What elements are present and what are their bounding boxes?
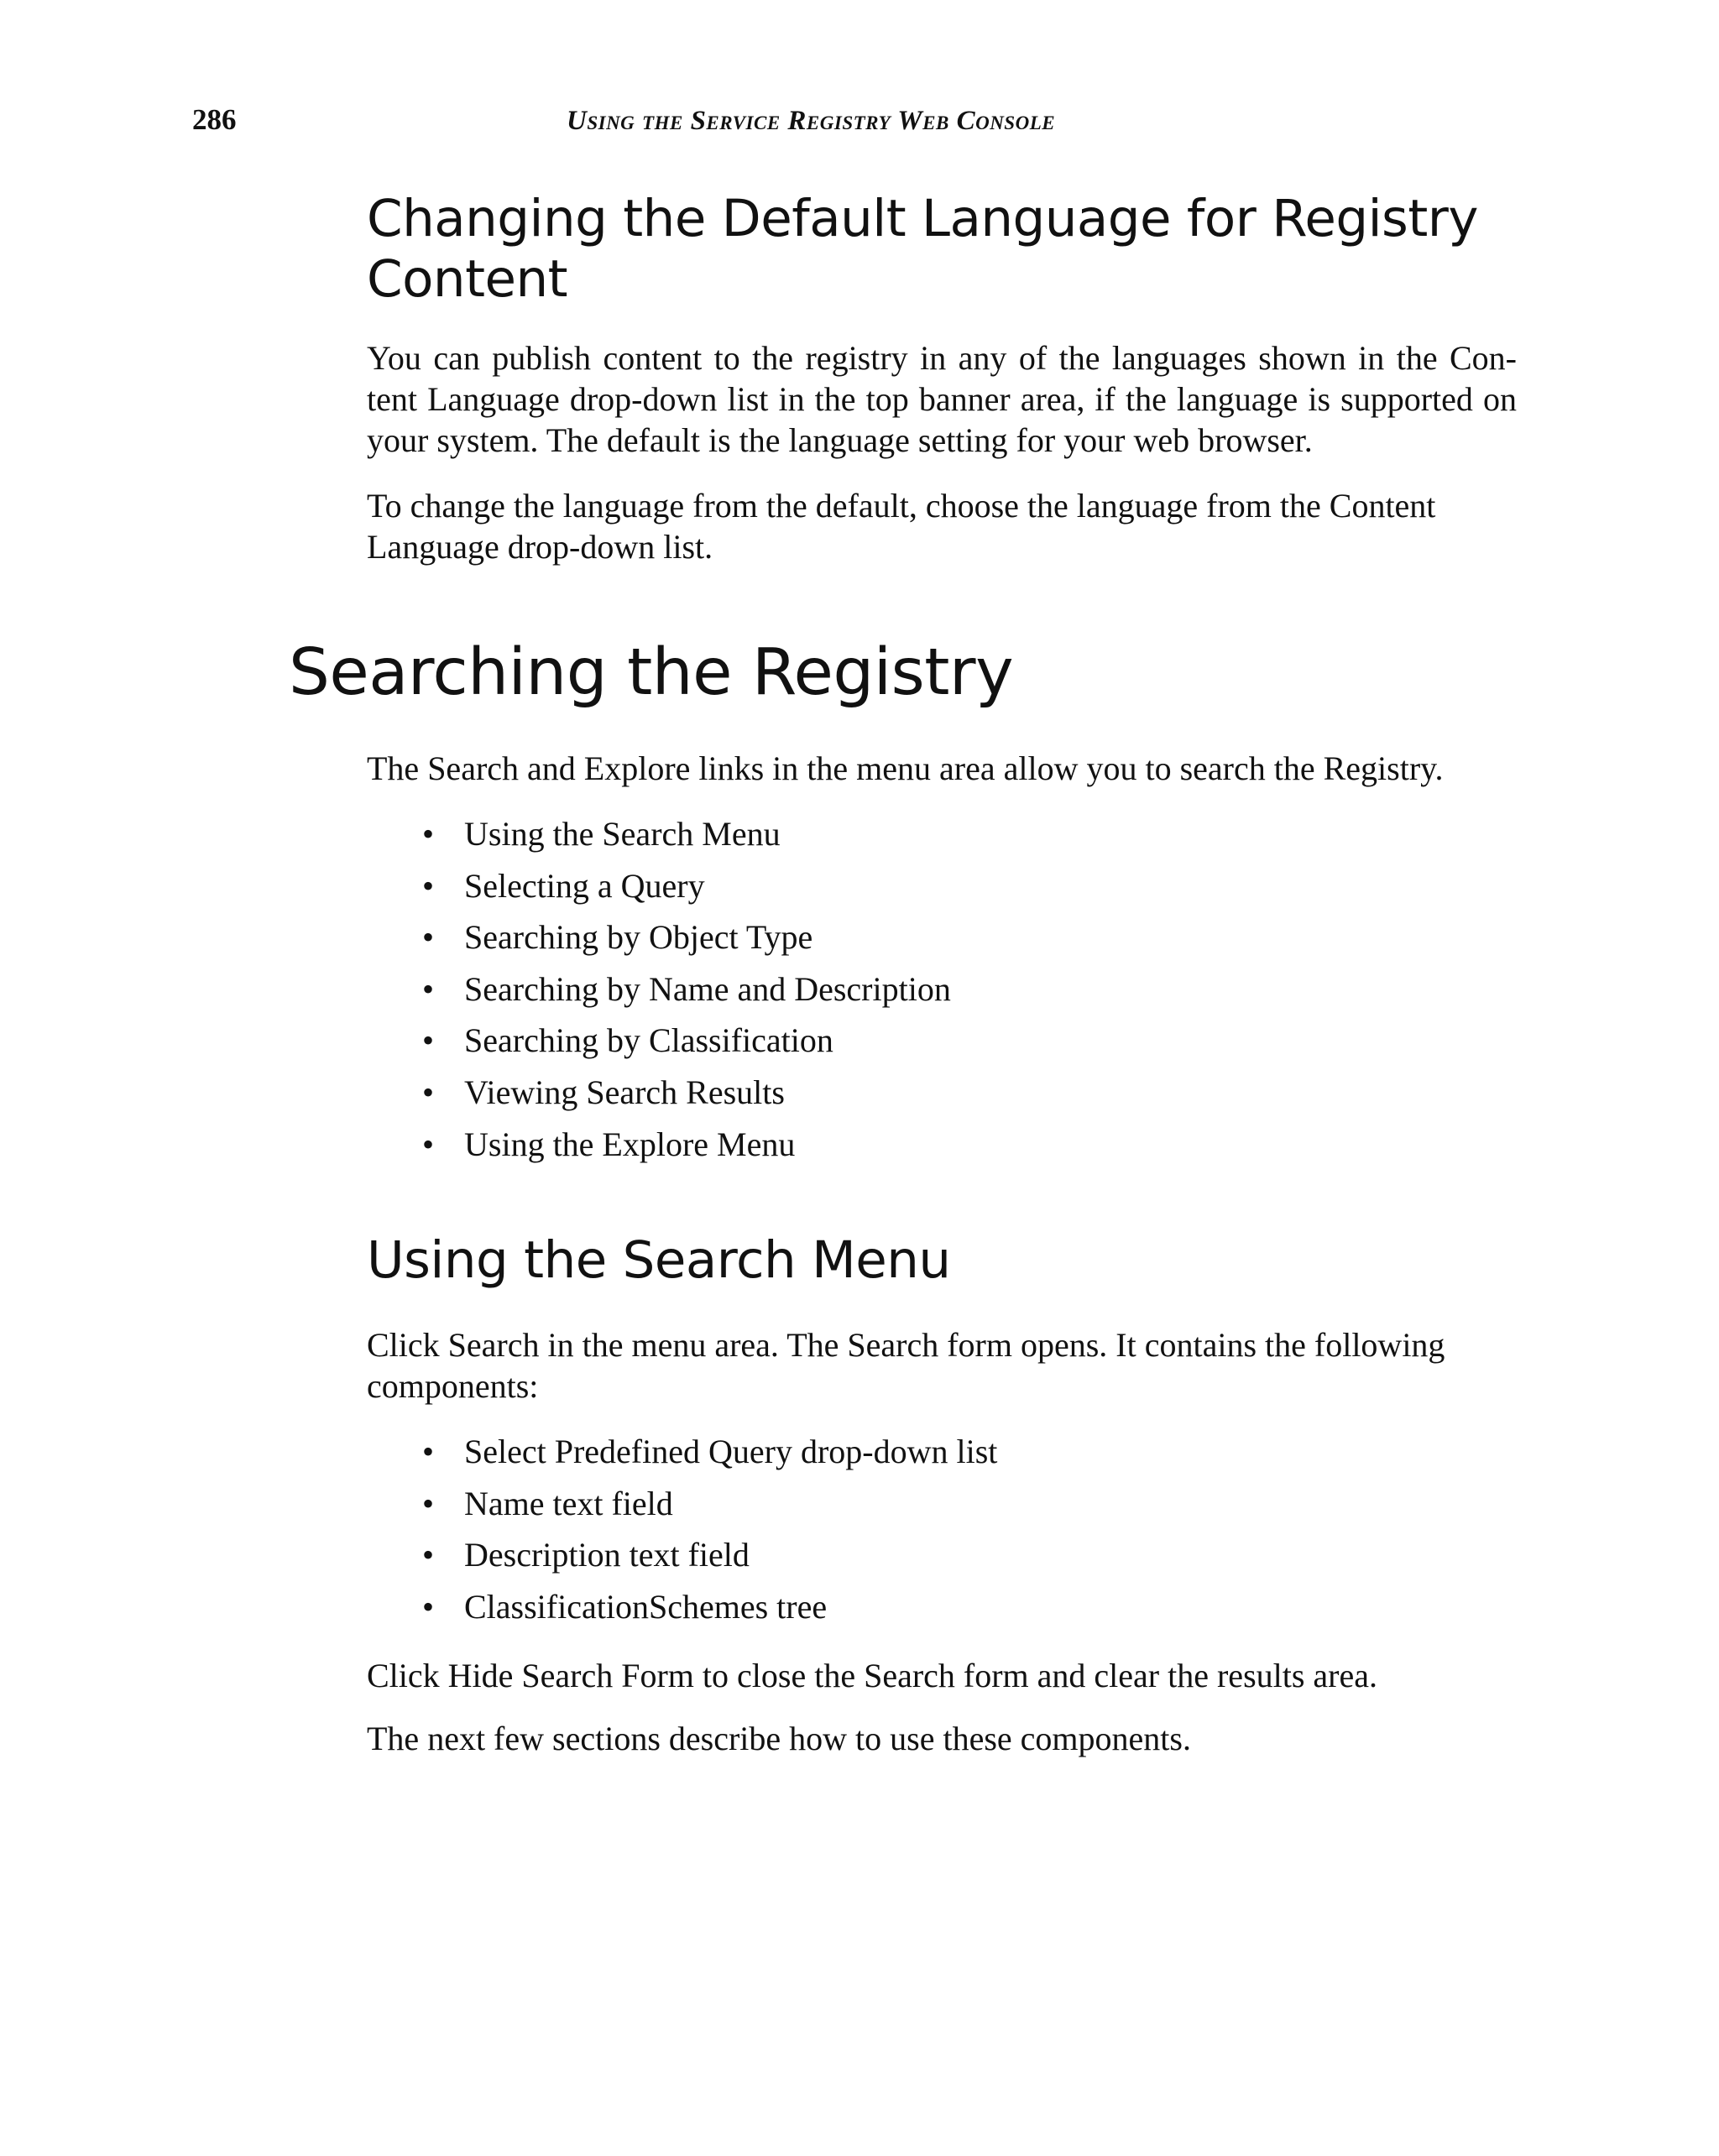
heading-default-language: Changing the Default Language for Registry Content: [367, 189, 1478, 309]
list-item: [367, 1581, 1517, 1633]
bullet-glyph: •: [422, 1587, 435, 1626]
heading-using-search-menu: Using the Search Menu: [367, 1230, 951, 1290]
bullet-glyph: •: [422, 918, 435, 957]
list-item: [367, 1478, 1517, 1530]
paragraph-change-language: To change the language from the default, choose the language from the Content Language drop-down list.: [367, 487, 1436, 566]
bullet-glyph: •: [422, 866, 435, 905]
bullet-glyph: •: [422, 1073, 435, 1111]
paragraph-next-sections: The next few sections describe how to use these components.: [367, 1720, 1191, 1757]
bullet-glyph: •: [422, 969, 435, 1008]
list-item-text: Select Predefined Query drop-down list: [464, 1433, 998, 1470]
bullet-glyph: •: [422, 1125, 435, 1163]
bullet-glyph: •: [422, 1021, 435, 1060]
bullet-glyph: •: [422, 1433, 435, 1470]
list-item: [367, 1067, 1517, 1119]
list-item: [367, 1015, 1517, 1067]
list-item-text: Using the Search Menu: [464, 815, 781, 853]
list-item-text: Using the Explore Menu: [464, 1125, 796, 1163]
list-item: [367, 860, 1517, 912]
list-item: [367, 963, 1517, 1015]
list-item-text: Selecting a Query: [464, 866, 705, 905]
list-item-text: Searching by Classification: [464, 1021, 833, 1060]
paragraph-search-menu-intro: Click Search in the menu area. The Search form opens. It contains the following components:: [367, 1326, 1445, 1405]
searching-topics-list: [367, 808, 1517, 1170]
list-item-text: ClassificationSchemes tree: [464, 1587, 828, 1626]
bullet-glyph: •: [422, 1536, 435, 1574]
paragraph-search-intro: The Search and Explore links in the menu area allow you to search the Registry.: [367, 749, 1444, 787]
list-item-text: Description text field: [464, 1536, 750, 1574]
running-header: [192, 99, 1514, 141]
list-item: [367, 1426, 1517, 1478]
paragraph-hide-search-form: Click Hide Search Form to close the Search form and clear the results area.: [367, 1657, 1378, 1694]
running-title: Using the Service Registry Web Console: [567, 106, 1056, 136]
list-item: [367, 1529, 1517, 1581]
search-components-list: [367, 1426, 1517, 1632]
list-item-text: Searching by Object Type: [464, 918, 813, 957]
bullet-glyph: •: [422, 1484, 435, 1522]
bullet-glyph: •: [422, 815, 435, 853]
list-item: [367, 808, 1517, 860]
heading-searching-registry: Searching the Registry: [289, 635, 1014, 710]
list-item: [367, 1119, 1517, 1171]
paragraph-publish-languages: You can publish content to the registry in any of the languages shown in the Con- tent Language drop-down list in the top banner area, if the language is supported on your system. The default is the language setting for your web browser.: [367, 339, 1517, 459]
list-item-text: Searching by Name and Description: [464, 969, 951, 1008]
list-item-text: Name text field: [464, 1484, 673, 1522]
list-item-text: Viewing Search Results: [464, 1073, 785, 1111]
list-item: [367, 911, 1517, 963]
page-number: 286: [192, 103, 237, 136]
